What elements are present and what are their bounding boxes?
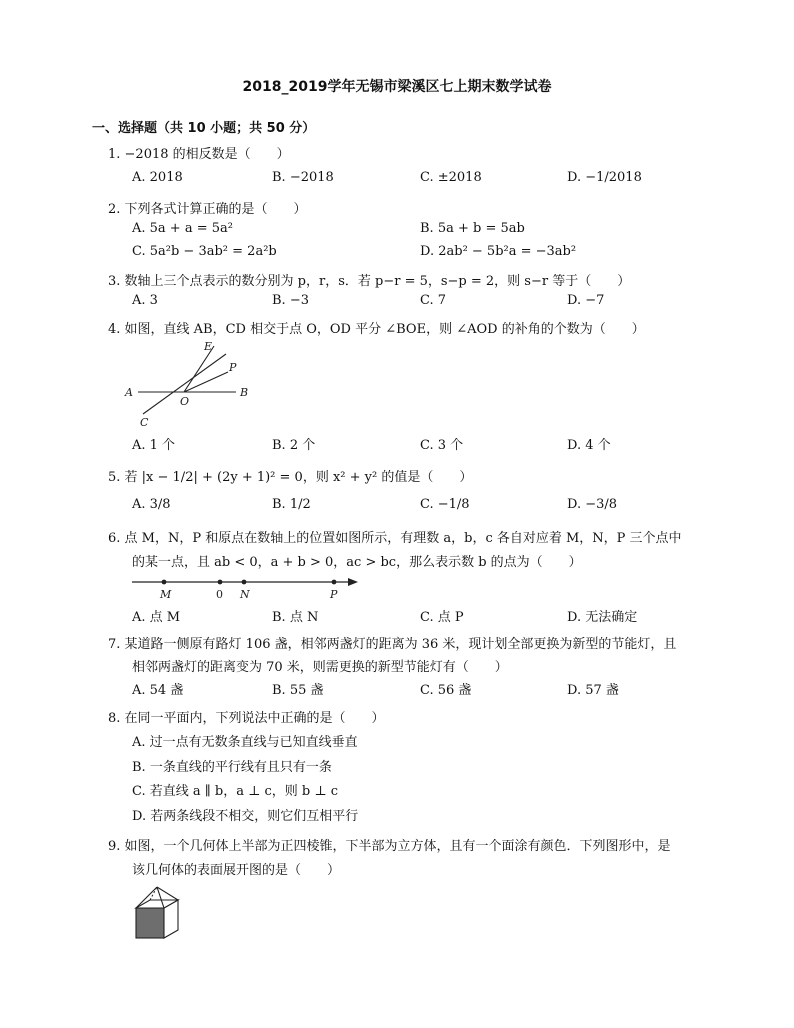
question-1-option-d: D. −1/2018 [567, 170, 642, 185]
point-n [242, 580, 247, 585]
label-a: A [125, 386, 133, 399]
question-6-option-b: B. 点 N [272, 610, 319, 625]
question-3-stem: 3. 数轴上三个点表示的数分别为 p，r，s．若 p−r = 5，s−p = 2，则 s−r 等于（ ） [108, 274, 631, 289]
question-8-option-b: B. 一条直线的平行线有且只有一条 [132, 760, 332, 775]
point-m [162, 580, 167, 585]
question-8-stem: 8. 在同一平面内，下列说法中正确的是（ ） [108, 711, 385, 726]
section-heading: 一、选择题（共 10 小题；共 50 分） [92, 121, 316, 136]
question-5-stem: 5. 若 |x − 1/2| + (2y + 1)² = 0，则 x² + y² 的值是（ ） [108, 470, 473, 485]
point-zero [218, 580, 223, 585]
question-5-option-d: D. −3/8 [567, 497, 618, 512]
label-zero: 0 [216, 588, 223, 601]
question-7-option-a: A. 54 盏 [132, 683, 184, 698]
question-3-option-a: A. 3 [132, 293, 158, 308]
question-8-option-c: C. 若直线 a ∥ b，a ⊥ c，则 b ⊥ c [132, 784, 338, 799]
label-p: P [330, 588, 338, 601]
question-2-option-b: B. 5a + b = 5ab [420, 221, 525, 236]
question-1-option-b: B. −2018 [272, 170, 334, 185]
question-4-option-b: B. 2 个 [272, 438, 316, 453]
question-2-option-c: C. 5a²b − 3ab² = 2a²b [132, 244, 277, 259]
question-5-option-a: A. 3/8 [132, 497, 171, 512]
label-o: O [180, 395, 190, 408]
question-4-stem: 4. 如图，直线 AB，CD 相交于点 O，OD 平分 ∠BOE，则 ∠AOD 的补角的个数为（ ） [108, 322, 645, 337]
label-m: M [160, 588, 172, 601]
label-e: E [204, 340, 213, 353]
cube-front-face [136, 908, 164, 938]
question-1-stem: 1. −2018 的相反数是（ ） [108, 147, 290, 162]
question-7-stem-line-2: 相邻两盏灯的距离变为 70 米，则需更换的新型节能灯有（ ） [132, 660, 508, 675]
point-p [332, 580, 337, 585]
question-3-option-c: C. 7 [420, 293, 447, 308]
question-8-option-d: D. 若两条线段不相交，则它们互相平行 [132, 809, 359, 824]
question-2-stem: 2. 下列各式计算正确的是（ ） [108, 202, 307, 217]
question-9-solid-figure [130, 884, 186, 942]
question-9-stem-line-1: 9. 如图，一个几何体上半部为正四棱锥，下半部为立方体，且有一个面涂有颜色．下列图形中，是 [108, 839, 671, 854]
question-8-option-a: A. 过一点有无数条直线与已知直线垂直 [132, 735, 358, 750]
label-c: C [140, 416, 149, 429]
label-p: P [229, 361, 237, 374]
question-2-option-d: D. 2ab² − 5b²a = −3ab² [420, 244, 577, 259]
question-1-option-a: A. 2018 [132, 170, 183, 185]
question-5-option-c: C. −1/8 [420, 497, 470, 512]
question-6-option-d: D. 无法确定 [567, 610, 638, 625]
page-title: 2018_2019学年无锡市梁溪区七上期末数学试卷 [242, 79, 552, 95]
question-7-option-c: C. 56 盏 [420, 683, 472, 698]
question-3-option-b: B. −3 [272, 293, 309, 308]
question-6-stem-line-2: 的某一点，且 ab < 0，a + b > 0，ac > bc，那么表示数 b 的点为（ ） [132, 555, 582, 570]
question-4-option-d: D. 4 个 [567, 438, 611, 453]
question-6-option-c: C. 点 P [420, 610, 464, 625]
question-6-option-a: A. 点 M [132, 610, 181, 625]
question-6-stem-line-1: 6. 点 M，N，P 和原点在数轴上的位置如图所示，有理数 a，b，c 各自对应着 M，N，P 三个点中 [108, 531, 682, 546]
question-2-option-a: A. 5a + a = 5a² [132, 221, 233, 236]
question-3-option-d: D. −7 [567, 293, 605, 308]
question-4-option-a: A. 1 个 [132, 438, 176, 453]
question-9-stem-line-2: 该几何体的表面展开图的是（ ） [132, 863, 341, 878]
question-7-option-d: D. 57 盏 [567, 683, 619, 698]
question-1-option-c: C. ±2018 [420, 170, 482, 185]
question-7-option-b: B. 55 盏 [272, 683, 324, 698]
label-n: N [240, 588, 250, 601]
question-6-number-line [128, 572, 364, 604]
number-line-arrow [348, 578, 358, 586]
question-4-option-c: C. 3 个 [420, 438, 464, 453]
question-7-stem-line-1: 7. 某道路一侧原有路灯 106 盏，相邻两盏灯的距离为 36 米，现计划全部更换为新型的节能灯，且 [108, 637, 677, 652]
label-b: B [240, 386, 249, 399]
question-5-option-b: B. 1/2 [272, 497, 311, 512]
question-4-angle-figure [118, 338, 258, 430]
